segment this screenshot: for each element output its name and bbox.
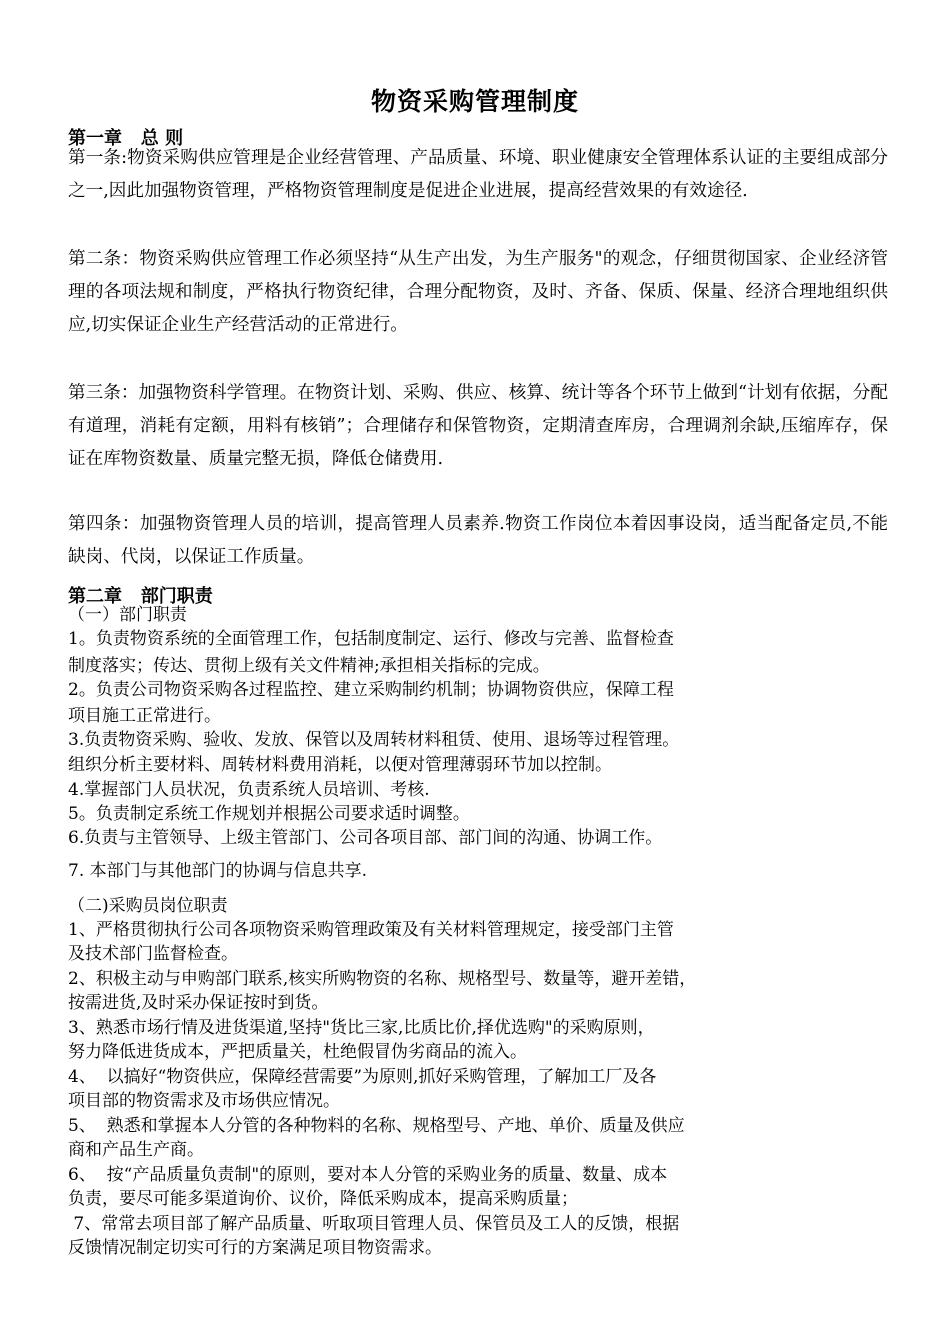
- duty-line: 制度落实；传达、贯彻上级有关文件精神;承担相关指标的完成。: [68, 656, 550, 676]
- chapter-1-heading: 第一章 总 则: [68, 128, 184, 149]
- buyer-duty-line: 努力降低进货成本，严把质量关，杜绝假冒伪劣商品的流入。: [68, 1042, 527, 1062]
- buyer-duty-line: 1、严格贯彻执行公司各项物资采购管理政策及有关材料管理规定，接受部门主管: [68, 920, 674, 940]
- section-2-heading: （二)采购员岗位职责: [68, 896, 228, 916]
- buyer-duty-line: 3、熟悉市场行情及进货渠道,坚持"货比三家,比质比价,择优选购"的采购原则，: [68, 1018, 655, 1038]
- article-1: 第一条:物资采购供应管理是企业经营管理、产品质量、环境、职业健康安全管理体系认证的主要组成部分之一,因此加强物资管理，严格物资管理制度是促进企业进展，提高经营效果的有效途径.: [68, 148, 888, 202]
- duty-line: 组织分析主要材料、周转材料费用消耗，以便对管理薄弱环节加以控制。: [68, 755, 612, 775]
- buyer-duty-line: 项目部的物资需求及市场供应情况。: [68, 1091, 340, 1111]
- article-3: 第三条：加强物资科学管理。在物资计划、采购、供应、核算、统计等各个环节上做到“计划有依据，分配有道理，消耗有定额，用料有核销”；合理储存和保管物资，定期清查库房，合理调剂余缺,压缩库存，保证在库物资数量、质量完整无损，降低仓储费用.: [68, 383, 888, 470]
- article-2: 第二条：物资采购供应管理工作必须坚持“从生产出发，为生产服务"的观念，仔细贯彻国家、企业经济管理的各项法规和制度，严格执行物资纪律，合理分配物资，及时、齐备、保质、保量、经济合理地组织供应,切实保证企业生产经营活动的正常进行。: [68, 249, 888, 336]
- buyer-duty-line: 6、 按“产品质量负责制"的原则，要对本人分管的采购业务的质量、数量、成本: [68, 1165, 668, 1185]
- buyer-duty-line: 按需进货,及时采办保证按时到货。: [68, 993, 329, 1013]
- duty-line: 2。负责公司物资采购各过程监控、建立采购制约机制；协调物资供应，保障工程: [68, 680, 674, 700]
- buyer-duty-line: 及技术部门监督检查。: [68, 944, 238, 964]
- duty-line: 项目施工正常进行。: [68, 706, 221, 726]
- section-1-heading: （一）部门职责: [68, 605, 187, 625]
- buyer-duty-line: 7、常常去项目部了解产品质量、听取项目管理人员、保管员及工人的反馈，根据: [68, 1214, 680, 1234]
- buyer-duty-line: 反馈情况制定切实可行的方案满足项目物资需求。: [68, 1238, 442, 1258]
- duty-line: 4.掌握部门人员状况，负责系统人员培训、考核.: [68, 780, 430, 800]
- buyer-duty-line: 2、积极主动与申购部门联系,核实所购物资的名称、规格型号、数量等，避开差错，: [68, 969, 697, 989]
- duty-line: 7. 本部门与其他部门的协调与信息共享.: [68, 861, 368, 881]
- document-title: 物资采购管理制度: [370, 87, 579, 116]
- duty-line: 6.负责与主管领导、上级主管部门、公司各项目部、部门间的沟通、协调工作。: [68, 828, 663, 848]
- buyer-duty-line: 5、 熟悉和掌握本人分管的各种物料的名称、规格型号、产地、单价、质量及供应: [68, 1116, 685, 1136]
- buyer-duty-line: 负责，要尽可能多渠道询价、议价，降低采购成本，提高采购质量；: [68, 1189, 578, 1209]
- duty-line: 5。负责制定系统工作规划并根据公司要求适时调整。: [68, 804, 470, 824]
- article-4: 第四条：加强物资管理人员的培训，提高管理人员素养.物资工作岗位本着因事设岗，适当配备定员,不能缺岗、代岗，以保证工作质量。: [68, 514, 888, 568]
- duty-line: 3.负责物资采购、验收、发放、保管以及周转材料租赁、使用、退场等过程管理。: [68, 730, 680, 750]
- buyer-duty-line: 4、 以搞好“物资供应，保障经营需要”为原则,抓好采购管理，了解加工厂及各: [68, 1067, 657, 1087]
- chapter-2-heading: 第二章 部门职责: [68, 586, 213, 607]
- duty-line: 1。负责物资系统的全面管理工作，包括制度制定、运行、修改与完善、监督检查: [68, 629, 674, 649]
- buyer-duty-line: 商和产品生产商。: [68, 1140, 204, 1160]
